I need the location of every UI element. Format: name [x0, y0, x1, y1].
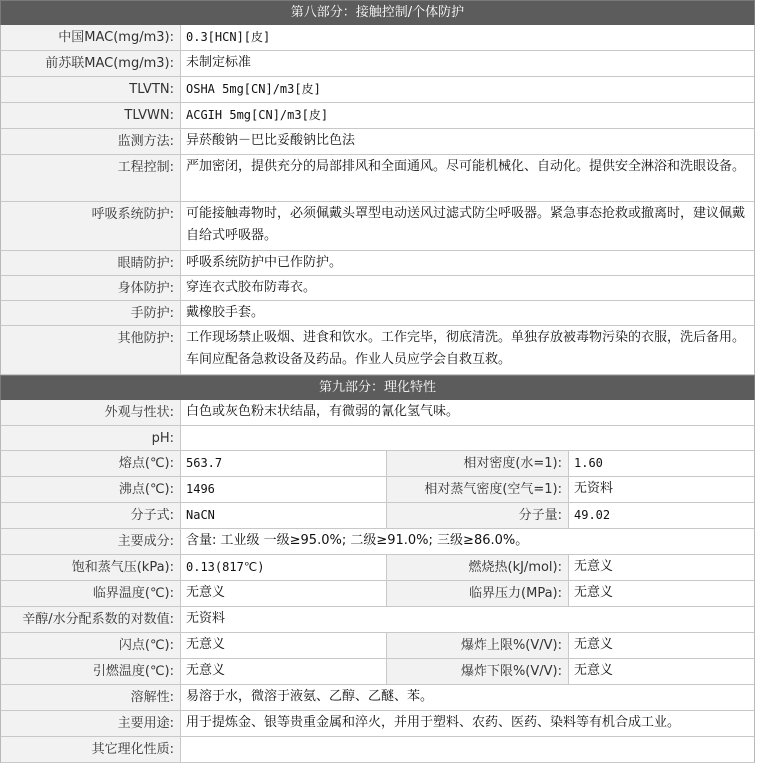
row-value: 1.60	[574, 456, 603, 470]
row-label: 主要用途:	[1, 711, 181, 736]
row-value: 呼吸系统防护中已作防护。	[186, 255, 343, 270]
row-label: 溶解性:	[1, 685, 181, 710]
row-value	[181, 737, 754, 762]
table-row	[0, 77, 755, 103]
row-value: 工作现场禁止吸烟、进食和饮水。工作完毕，彻底清洗。单独存放被毒物污染的衣服，洗后备用。车间应配备急救设备及药品。作业人员应学会自救互救。	[186, 330, 746, 367]
row-value: 异菸酸钠－巴比妥酸钠比色法	[186, 133, 356, 148]
table-row	[0, 503, 755, 529]
table-row	[0, 659, 755, 685]
row-value: 563.7	[181, 451, 387, 476]
row-value: OSHA 5mg[CN]/m3[皮]	[186, 82, 321, 96]
row-value: 无意义	[574, 559, 614, 574]
row-label: 临界温度(℃):	[1, 581, 181, 606]
table-row	[0, 51, 755, 77]
table-row	[0, 711, 755, 737]
row-label: 其它理化性质:	[1, 737, 181, 762]
row-value: 1496	[181, 477, 387, 502]
row-label: 眼睛防护:	[1, 251, 181, 275]
row-label: 辛醇/水分配系数的对数值:	[1, 607, 181, 632]
row-label: 手防护:	[1, 301, 181, 325]
row-value: 0.13(817℃)	[181, 555, 387, 580]
row-value: 无意义	[574, 637, 614, 652]
row-label: TLVTN:	[1, 77, 181, 102]
section-8-header: 第八部分：接触控制/个体防护	[0, 0, 755, 25]
row-label: 身体防护:	[1, 276, 181, 300]
table-row	[0, 451, 755, 477]
table-row	[0, 477, 755, 503]
table-row	[0, 737, 755, 763]
row-label: TLVWN:	[1, 103, 181, 128]
table-row	[0, 202, 755, 251]
row-value: 无意义	[181, 659, 387, 684]
row-label: 监测方法:	[1, 129, 181, 154]
row-label: 前苏联MAC(mg/m3):	[1, 51, 181, 76]
row-label: 饱和蒸气压(kPa):	[1, 555, 181, 580]
table-row	[0, 607, 755, 633]
row-label: 呼吸系统防护:	[1, 202, 181, 250]
row-value: 无意义	[181, 581, 387, 606]
row-value: 无资料	[574, 481, 614, 496]
row-label: 中国MAC(mg/m3):	[1, 25, 181, 50]
table-row	[0, 276, 755, 301]
row-label: 燃烧热(kJ/mol):	[387, 555, 569, 580]
table-row	[0, 633, 755, 659]
row-label: 工程控制:	[1, 155, 181, 201]
row-label: 其他防护:	[1, 326, 181, 374]
table-row	[0, 251, 755, 276]
row-value: 可能接触毒物时，必须佩戴头罩型电动送风过滤式防尘呼吸器。紧急事态抢救或撤离时，建议佩戴自给式呼吸器。	[186, 206, 746, 243]
row-value: 无意义	[181, 633, 387, 658]
row-value: 严加密闭，提供充分的局部排风和全面通风。尽可能机械化、自动化。提供安全淋浴和洗眼设备。	[186, 159, 746, 174]
row-label: 外观与性状:	[1, 400, 181, 425]
table-row	[0, 103, 755, 129]
row-value: 穿连衣式胶布防毒衣。	[186, 280, 317, 295]
row-value: 未制定标准	[186, 55, 252, 70]
table-row	[0, 426, 755, 451]
row-value: 0.3[HCN][皮]	[186, 30, 271, 44]
table-row	[0, 326, 755, 375]
row-value: ACGIH 5mg[CN]/m3[皮]	[186, 108, 329, 122]
row-label: 分子式:	[1, 503, 181, 528]
row-label: 爆炸上限%(V/V):	[387, 633, 569, 658]
row-label: 引燃温度(℃):	[1, 659, 181, 684]
row-value: 用于提炼金、银等贵重金属和淬火，并用于塑料、农药、医药、染料等有机合成工业。	[186, 715, 681, 730]
table-row	[0, 155, 755, 202]
row-label: 闪点(℃):	[1, 633, 181, 658]
table-row	[0, 301, 755, 326]
row-label: 相对密度(水=1):	[387, 451, 569, 476]
row-value: 易溶于水，微溶于液氨、乙醇、乙醚、苯。	[186, 689, 434, 704]
table-row	[0, 400, 755, 426]
table-row	[0, 685, 755, 711]
row-label: 主要成分:	[1, 529, 181, 554]
row-label: 沸点(℃):	[1, 477, 181, 502]
table-row	[0, 129, 755, 155]
row-label: 分子量:	[387, 503, 569, 528]
table-row	[0, 581, 755, 607]
table-row	[0, 25, 755, 51]
section-9-header: 第九部分：理化特性	[0, 375, 755, 400]
row-label: 熔点(℃):	[1, 451, 181, 476]
row-value: 白色或灰色粉末状结晶，有微弱的氰化氢气味。	[186, 404, 460, 419]
table-row	[0, 529, 755, 555]
row-label: 爆炸下限%(V/V):	[387, 659, 569, 684]
row-value: 无意义	[574, 663, 614, 678]
row-value: 49.02	[574, 508, 611, 522]
row-value: 含量: 工业级 一级≥95.0%; 二级≥91.0%; 三级≥86.0%。	[186, 533, 529, 548]
row-value	[181, 426, 754, 450]
row-value: NaCN	[181, 503, 387, 528]
table-row	[0, 555, 755, 581]
row-value: 戴橡胶手套。	[186, 305, 265, 320]
row-label: 相对蒸气密度(空气=1):	[387, 477, 569, 502]
row-label: 临界压力(MPa):	[387, 581, 569, 606]
row-label: pH:	[1, 426, 181, 450]
row-value: 无意义	[574, 585, 614, 600]
row-value: 无资料	[186, 611, 226, 626]
